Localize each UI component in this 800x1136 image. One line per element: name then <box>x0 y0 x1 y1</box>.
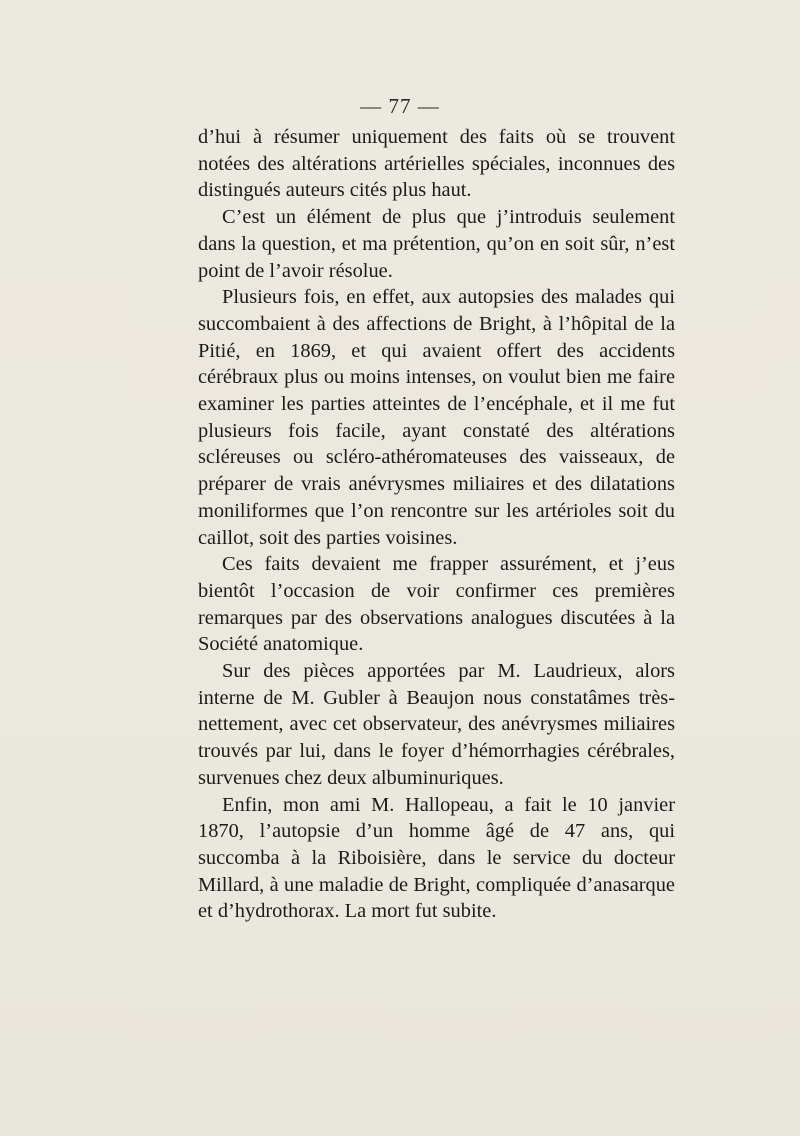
paragraph-element-introduced: C’est un élément de plus que j’introduis seulement dans la question, et ma prétention, qu’on en soit sûr, n’est point de l’avoir résolue. <box>198 206 675 282</box>
paragraph-societe-anatomique: Ces faits devaient me frapper assurément, et j’eus bientôt l’occasion de voir confirmer ces premières remarques par des observations analogues discutées à la Société anatomique. <box>198 553 675 656</box>
paragraph-laudrieux-beaujon: Sur des pièces apportées par M. Laudrieux, alors interne de M. Gubler à Beaujon nous constatâmes très-nettement, avec cet observateur, des anévrysmes miliaires trouvés par lui, dans le foyer d’hémorrhagies cérébrales, survenues chez deux albuminuriques. <box>198 660 675 789</box>
body-text <box>198 124 675 925</box>
paragraph-hallopeau-autopsy: Enfin, mon ami M. Hallopeau, a fait le 10 janvier 1870, l’autopsie d’un homme âgé de 47 ans, qui succomba à la Riboisière, dans le service du docteur Millard, à une maladie de Bright, compliquée d’anasarque et d’hydrothorax. La mort fut subite. <box>198 793 675 923</box>
paragraph-continuation: d’hui à résumer uniquement des faits où se trouvent notées des altérations artérielles spéciales, inconnues des distingués auteurs cités plus haut. <box>198 126 675 202</box>
page-number: — 77 — <box>360 94 440 118</box>
paragraph-autopsies-pitie: Plusieurs fois, en effet, aux autopsies des malades qui succombaient à des affections de Bright, à l’hôpital de la Pitié, en 1869, et qui avaient offert des accidents cérébraux plus ou moins intenses, on voulut bien me faire examiner les parties atteintes de l’encéphale, et il me fut plusieurs fois facile, ayant constaté des altérations scléreuses ou scléro-athéromateuses des vaisseaux, de préparer de vrais anévrysmes miliaires et des dilatations moniliformes que l’on rencontre sur les artérioles soit du caillot, soit des parties voisines. <box>198 286 675 549</box>
